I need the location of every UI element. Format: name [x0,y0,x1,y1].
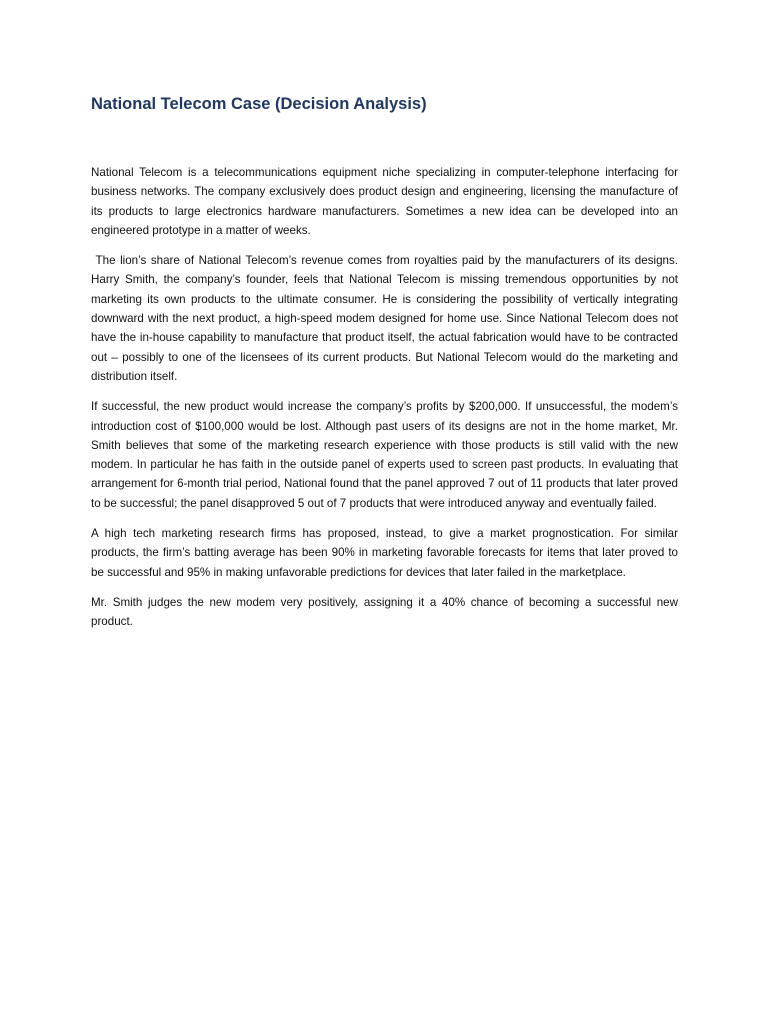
paragraph-research-firm: A high tech marketing research firms has proposed, instead, to give a market prognostication. For similar products, the firm’s batting average has been 90% in marketing favorable forecasts for items that later proved to be successful and 95% in making unfavorable predictions for devices that later failed in the marketplace. [91,527,678,579]
paragraph-prior-probability: Mr. Smith judges the new modem very positively, assigning it a 40% chance of becoming a successful new product. [91,595,678,629]
document-body [91,163,682,643]
paragraph-profits-and-panel: If successful, the new product would increase the company’s profits by $200,000. If unsuccessful, the modem’s introduction cost of $100,000 would be lost. Although past users of its designs are not in the home market, Mr. Smith believes that some of the marketing research experience with those products is still valid with the new modem. In particular he has faith in the outside panel of experts used to screen past products. In evaluating that arrangement for 6-month trial period, National found that the panel approved 7 out of 11 products that later proved to be successful; the panel disapproved 5 out of 7 products that were introduced anyway and eventually failed. [91,400,678,510]
paragraph-company-overview: National Telecom is a telecommunications equipment niche specializing in computer-telephone interfacing for business networks. The company exclusively does product design and engineering, licensing the manufacture of its products to large electronics hardware manufacturers. Sometimes a new idea can be developed into an engineered prototype in a matter of weeks. [91,166,678,237]
paragraph-vertical-integration: The lion’s share of National Telecom’s revenue comes from royalties paid by the manufacturers of its designs. Harry Smith, the company’s founder, feels that National Telecom is missing tremendous opportunities by not marketing its own products to the ultimate consumer. He is considering the possibility of vertically integrating downward with the next product, a high-speed modem designed for home use. Since National Telecom does not have the in-house capability to manufacture that product itself, the actual fabrication would have to be contracted out – possibly to one of the licensees of its current products. But National Telecom would do the marketing and distribution itself. [91,254,682,383]
document-title: National Telecom Case (Decision Analysis) [91,95,427,113]
